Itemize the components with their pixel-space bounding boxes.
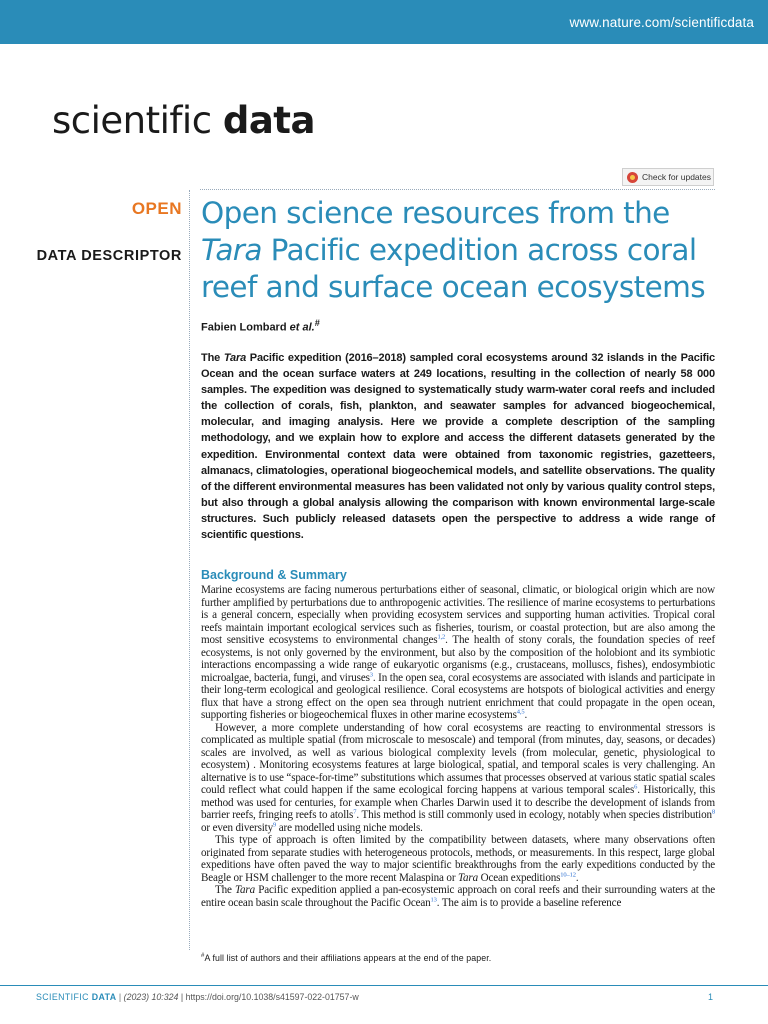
footnote-text: A full list of authors and their affiliations appears at the end of the paper. [204, 953, 492, 963]
paragraph-1 [201, 584, 715, 722]
check-for-updates-button[interactable] [622, 168, 714, 186]
p4-italic: Tara [235, 884, 255, 896]
title-italic: Tara [201, 233, 262, 267]
logo-text-bold: data [222, 99, 315, 142]
citation-link[interactable]: 10–12 [560, 870, 576, 878]
abstract-text: Pacific expedition (2016–2018) sampled coral ecosystems around 32 islands in the Pacific Ocean and the ocean surface waters at 249 locations, resulting in the collection of nearly 58 000 samples. The expedition was designed to systematically study warm-water coral reefs and included the collection of corals, fish, plankton, and seawater samples for advanced biogeochemical, molecular, and imaging analysis. Here we provide a complete description of the sampling methodology, and we explain how to explore and access the different datasets generated by the expedition. Environmental context data were obtained from taxonomic registries, gazetteers, almanacs, climatologies, operational biogeochemical models, and satellite observations. The quality of the different environmental measures has been validated not only by various quality control steps, but also through a global analysis allowing the comparison with known environmental large-scale structures. Such publicly released datasets open the perspective to address a wide range of scientific questions. [201, 352, 715, 542]
abstract [201, 350, 715, 543]
footer-journal-bold: DATA [91, 992, 117, 1002]
citation-link[interactable]: 13 [430, 895, 437, 903]
journal-logo [52, 99, 315, 142]
p1-text-d: . [524, 709, 528, 721]
p3-italic: Tara [458, 871, 478, 884]
footer-journal [36, 992, 116, 1002]
citation-link[interactable]: 4,5 [516, 708, 525, 716]
article-title [201, 195, 721, 306]
citation-link[interactable]: 9 [273, 820, 277, 828]
footnote-mark: # [201, 953, 205, 960]
citation-link[interactable]: 1,2 [437, 633, 446, 641]
section-heading: Background & Summary [201, 568, 347, 582]
p3-text-a: This type of approach is often limited by the compatibility between datasets, where many observations often originated from separate studies with heterogeneous protocols, methods, or measurements. In this respect, large global expeditions have often paved the way to major scientific breakthroughs from the early expeditions conducted by the Beagle or HSM challenger to the more recent Malaspina or [201, 834, 715, 884]
page-footer [36, 992, 359, 1002]
citation-link[interactable]: 7 [353, 808, 357, 816]
doi-link[interactable]: | https://doi.org/10.1038/s41597-022-01757-w [178, 992, 359, 1002]
column-divider [189, 190, 190, 950]
title-line-1: Open science resources from the [201, 196, 670, 230]
article-type-label: DATA DESCRIPTOR [36, 248, 182, 264]
footnote [201, 953, 491, 963]
paragraph-3 [201, 834, 715, 884]
p1-text-a: Marine ecosystems are facing numerous perturbations either of seasonal, climatic, or biological origin which are now further amplified by perturbations due to anthropogenic activities. The resilience of marine ecosystems to perturbations is a general concern, especially when providing ecosystem services and supporting human activities. Tropical coral reefs maintain important ecological services such as fisheries, tourism, or coastal protection, but are also among the most sensitive ecosystems to environmental changes [201, 584, 715, 646]
open-access-label: OPEN [131, 199, 182, 218]
p2-text-c: . This method is still commonly used in ecology, notably when species distribution [356, 809, 712, 821]
author-line [201, 318, 320, 334]
footer-separator: | [116, 992, 124, 1002]
p2-text-b: . Historically, this method was used for centuries, for example when Charles Darwin used it to describe the development of islands from barrier reefs, fringing reefs to atolls [201, 784, 715, 821]
top-banner [0, 0, 768, 44]
footer-divider [0, 985, 768, 986]
citation-link[interactable]: 8 [711, 808, 715, 816]
p2-text-e: are modelled using niche models. [276, 821, 423, 834]
author-mark: # [314, 318, 320, 328]
page-number: 1 [707, 992, 713, 1002]
paragraph-4 [201, 884, 715, 909]
citation-link[interactable]: 6 [634, 783, 638, 791]
abstract-italic: Tara [223, 352, 247, 364]
footer-journal-light: SCIENTIFIC [36, 992, 92, 1002]
abstract-pre: The [201, 352, 224, 364]
title-rest: Pacific expedition across coral reef and surface ocean ecosystems [201, 233, 706, 304]
p2-text-a: However, a more complete understanding of how coral ecosystems are reacting to environmental stressors is complicated as multiple spatial (from microscale to mesoscale) and temporal (from minutes, day, seasons, or decades) scales are involved, as well as various biological complexity levels (from molecular, genetic, physiological to ecosystem) . Monitoring ecosystems features at large biological, spatial, and temporal scales is very challenging. An alternative is to use “space-for-time” substitutions which assumes that processes observed at various static spatial scales could reflect what could happen if the same ecological forcing happens at various temporal scales [201, 721, 715, 796]
p1-text-b: . The health of stony corals, the foundation species of reef ecosystems, is not only governed by the environment, but also by the composition of the holobiont and its symbiotic interactions encompassing a wide range of eukaryotic organisms (e.g., crustaceans, molluscs, fishes), endosymbiotic microalgae, bacteria, fungi, and viruses [201, 634, 715, 684]
p4-text-b: . The aim is to provide a baseline reference [436, 896, 622, 909]
check-for-updates-label: Check for updates [642, 172, 711, 182]
author-etal: et al. [286, 321, 315, 334]
p1-text-c: . In the open sea, coral ecosystems are associated with islands and participate in their long-term ecological and geological resilience. Coral ecosystems are hotspots of biological activities and energy flux that have a strong effect on the open sea through nutrient enrichment that could propagate in the open ocean, supporting fisheries or biogeochemical fluxes in other marine ecosystems [201, 671, 715, 721]
p3-text-c: . [575, 871, 579, 884]
citation-link[interactable]: 3 [369, 670, 373, 678]
paragraph-2 [201, 722, 715, 835]
p3-text-b: Ocean expeditions [477, 871, 561, 884]
body-text [201, 584, 715, 909]
logo-text-light: scientific [52, 99, 212, 142]
crossmark-icon [627, 172, 638, 183]
footer-citation: (2023) 10:324 [123, 992, 179, 1002]
p2-text-d: or even diversity [201, 821, 274, 834]
header-divider [200, 189, 715, 190]
p4-pre: The [215, 884, 236, 896]
journal-url-link[interactable]: www.nature.com/scientificdata [569, 15, 754, 30]
author-name[interactable]: Fabien Lombard [201, 321, 287, 334]
p4-text-a: Pacific expedition applied a pan-ecosystemic approach on coral reefs and their surrounding waters at the entire ocean basin scale throughout the Pacific Ocean [201, 884, 716, 909]
